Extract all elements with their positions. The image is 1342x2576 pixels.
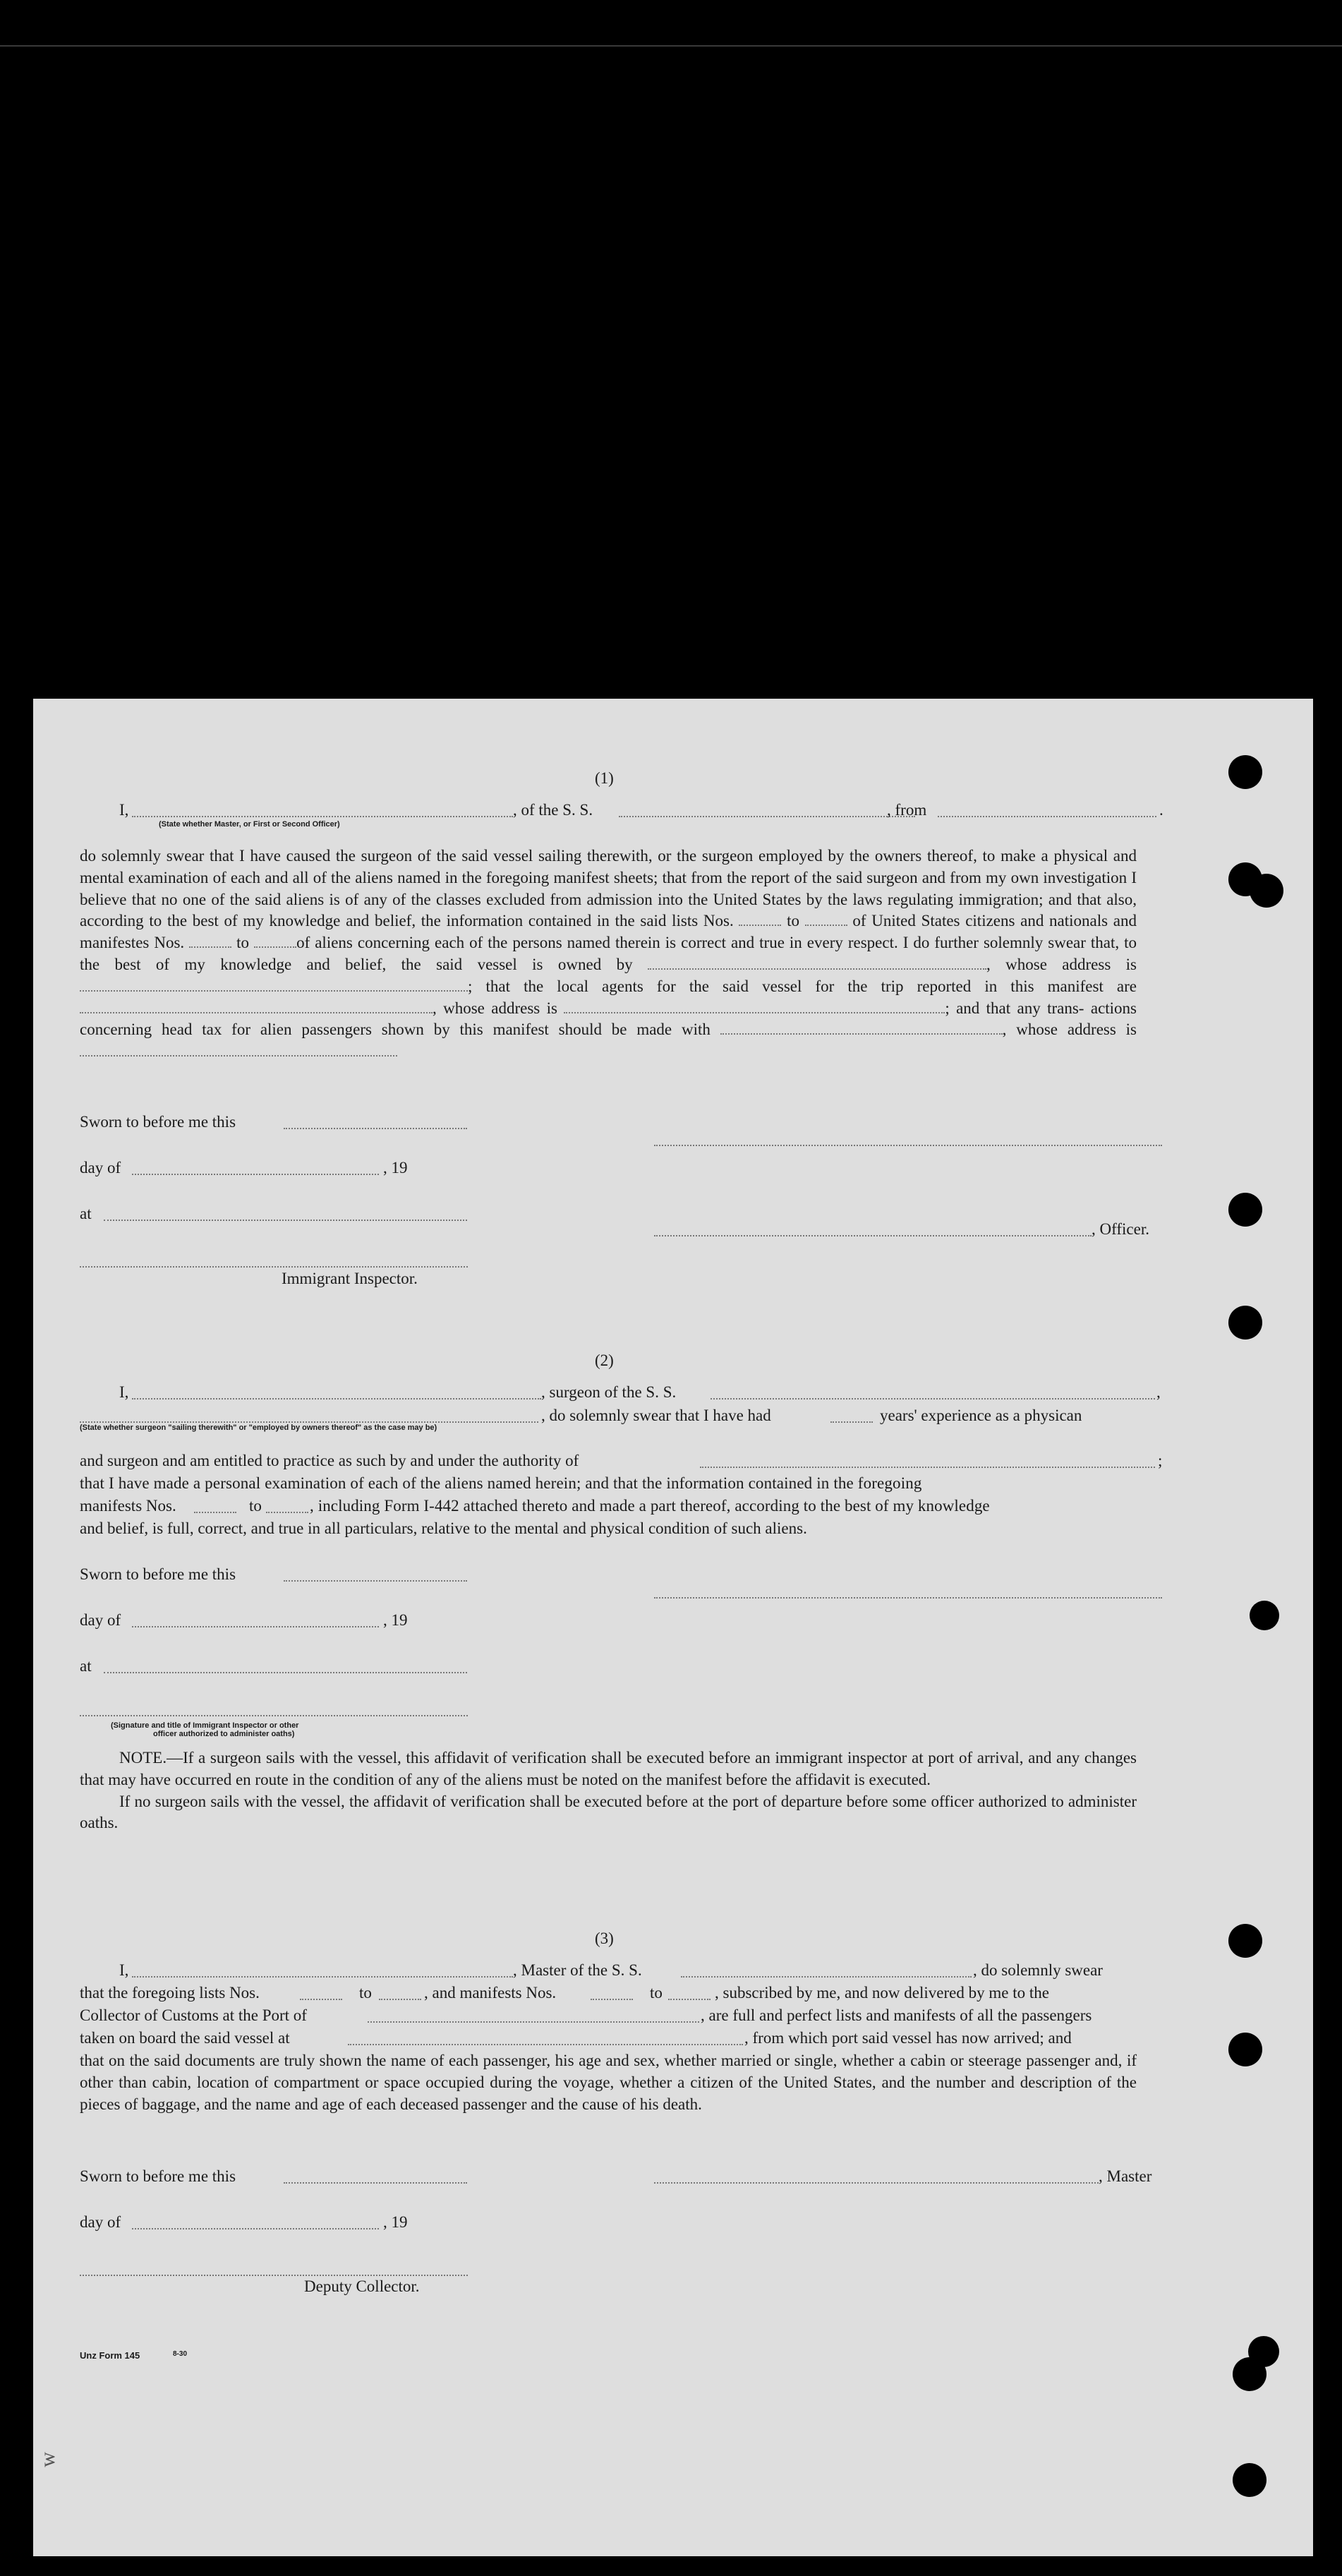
punch-hole [1233, 2357, 1267, 2391]
signature-line [654, 1597, 1162, 1599]
officer-label: , Officer. [1092, 1220, 1149, 1238]
margin-mark: w [35, 2452, 59, 2467]
text-comma: , [1156, 1383, 1161, 1401]
blank-line [104, 1672, 467, 1673]
oath-paragraph: do solemnly swear that I have caused the surgeon of the said vessel sailing therewith, or the surgeon employed by the owners thereof, to make a physical and mental examination of each and all of the aliens named in the foregoing manifest sheets; that from the report of the said surgeon and from my own investigation I believe that no one of the said aliens is of any of the classes excluded from admission into the United States by the laws regulating immigration; and that also, according to the best of my knowledge and belief, the information contained in the said lists Nos. to of United States citizens and nationals and manifestes Nos. to of aliens concerning each of the persons named therein is correct and true in every respect. I do further solemnly swear that, to the best of my knowledge and belief, the said vessel is owned by , whose address is ; that the local agents for the said vessel for the trip reported in this manifest are , whose address is ; and that any trans- actions concerning head tax for alien passengers shown by this manifest should be made with , whose address is [80, 845, 1137, 1063]
blank-line [681, 1976, 972, 1978]
blank-line [132, 1976, 513, 1978]
surgeon-caption: (State whether surgeon "sailing therewith" or "employed by owners thereof" as the case may be) [80, 1424, 437, 1432]
text-examination: that I have made a personal examination of each of the aliens named herein; and that the information contained in the foregoing [80, 1474, 922, 1492]
blank-line [132, 1398, 541, 1400]
blank-line [132, 2228, 379, 2229]
year-label: , 19 [383, 1611, 408, 1629]
text-surgeon-of-ss: , surgeon of the S. S. [541, 1383, 677, 1401]
blank-line [379, 1999, 421, 2000]
blank-line [711, 1398, 1155, 1400]
text-to: to [359, 1984, 372, 2002]
blank-line [591, 1999, 633, 2000]
text-do-solemnly-swear: , do solemnly swear [973, 1961, 1103, 1979]
signature-caption: (Signature and title of Immigrant Inspector or other [111, 1721, 299, 1730]
blank-line [938, 816, 1156, 817]
blank-line [284, 2182, 467, 2184]
text-to: to [650, 1984, 663, 2002]
blank-line [104, 1220, 467, 1221]
blank-line [80, 1266, 468, 1268]
blank-line [348, 2044, 743, 2045]
blank-line [830, 1421, 873, 1423]
blank-line [80, 1421, 538, 1423]
text-manifests-nos: manifests Nos. [80, 1497, 176, 1515]
blank-line [132, 1626, 379, 1627]
day-of-label: day of [80, 1159, 121, 1176]
top-edge-line [0, 45, 1342, 47]
text-manifests-nos: , and manifests Nos. [424, 1984, 557, 2002]
text-collector: Collector of Customs at the Port of [80, 2006, 307, 2024]
blank-line [619, 816, 915, 817]
signature-caption: officer authorized to administer oaths) [153, 1730, 295, 1738]
officer-caption: (State whether Master, or First or Second Officer) [159, 820, 340, 829]
text-of-ss: , of the S. S. [513, 801, 593, 819]
at-label: at [80, 1657, 92, 1675]
master-line [654, 2182, 1099, 2184]
section-number: (1) [595, 769, 614, 787]
text-full-perfect: , are full and perfect lists and manifests of all the passengers [701, 2006, 1092, 2024]
punch-hole [1228, 1306, 1262, 1340]
section-number: (2) [595, 1352, 614, 1369]
deputy-collector-label: Deputy Collector. [304, 2277, 420, 2295]
signature-line [654, 1145, 1162, 1146]
text-years-experience: years' experience as a physican [880, 1407, 1082, 1424]
text-to: to [249, 1497, 262, 1515]
text-subscribed: , subscribed by me, and now delivered by me to the [715, 1984, 1049, 2002]
text-i: I, [119, 1383, 129, 1401]
manifest-affidavit-page [33, 699, 1313, 2556]
form-number: Unz Form 145 [80, 2350, 140, 2361]
blank-line [132, 1174, 379, 1175]
text-master-of-ss: , Master of the S. S. [513, 1961, 642, 1979]
sworn-label: Sworn to before me this [80, 1113, 236, 1131]
text-i: I, [119, 1961, 129, 1979]
day-of-label: day of [80, 2213, 121, 2231]
punch-hole [1233, 2463, 1267, 2497]
text-semicolon: ; [1158, 1452, 1163, 1469]
blank-line [368, 2021, 699, 2023]
text-from: , from [887, 801, 927, 819]
punch-hole [1250, 874, 1283, 908]
text-i: I, [119, 801, 129, 819]
year-label: , 19 [383, 1159, 408, 1176]
punch-hole [1250, 1601, 1279, 1630]
text-authority: and surgeon and am entitled to practice as such by and under the authority of [80, 1452, 579, 1469]
punch-hole [1228, 1924, 1262, 1958]
blank-line [266, 1512, 308, 1513]
sworn-label: Sworn to before me this [80, 2167, 236, 2185]
blank-line [284, 1128, 467, 1129]
year-label: , 19 [383, 2213, 408, 2231]
text-from-which-port: , from which port said vessel has now arrived; and [744, 2029, 1072, 2047]
day-of-label: day of [80, 1611, 121, 1629]
sworn-label: Sworn to before me this [80, 1565, 236, 1583]
blank-line [668, 1999, 711, 2000]
blank-line [194, 1512, 236, 1513]
text-belief: and belief, is full, correct, and true in all particulars, relative to the mental and physical condition of such aliens. [80, 1519, 807, 1537]
form-code: 8-30 [173, 2350, 188, 2358]
text-period: . [1159, 801, 1163, 819]
immigrant-inspector-label: Immigrant Inspector. [282, 1270, 418, 1287]
note-paragraph: NOTE.—If a surgeon sails with the vessel, this affidavit of verification shall be executed before an immigrant inspector at port of arrival, and any changes that may have occurred en route in the condition of any of the aliens must be noted on the manifest before the affidavit is executed. If no surgeon sails with the vessel, the affidavit of verification shall be executed before at the port of departure before some officer authorized to administer oaths. [80, 1749, 1137, 1832]
officer-line [654, 1235, 1092, 1236]
section-number: (3) [595, 1930, 614, 1947]
blank-line [300, 1999, 342, 2000]
master-label: , Master [1099, 2167, 1152, 2185]
punch-hole [1228, 2033, 1262, 2066]
blank-line [80, 1715, 468, 1716]
blank-line [132, 816, 513, 817]
blank-line [284, 1580, 467, 1582]
passenger-paragraph: that on the said documents are truly shown the name of each passenger, his age and sex, whether married or single, whether a cabin or steerage passenger and, if other than cabin, location of compartment or space occupied during the voyage, whether a citizen of the United States, and the number and description of the pieces of baggage, and the name and age of each deceased passenger and the cause of his death. [80, 2052, 1137, 2113]
text-taken-on-board: taken on board the said vessel at [80, 2029, 290, 2047]
text-lists-nos: that the foregoing lists Nos. [80, 1984, 260, 2002]
punch-hole [1228, 1193, 1262, 1227]
text-do-solemnly: , do solemnly swear that I have had [541, 1407, 771, 1424]
at-label: at [80, 1205, 92, 1222]
text-including-form: , including Form I-442 attached thereto and made a part thereof, according to the best of my knowledge [310, 1497, 990, 1515]
blank-line [700, 1467, 1155, 1468]
punch-hole [1228, 755, 1262, 789]
